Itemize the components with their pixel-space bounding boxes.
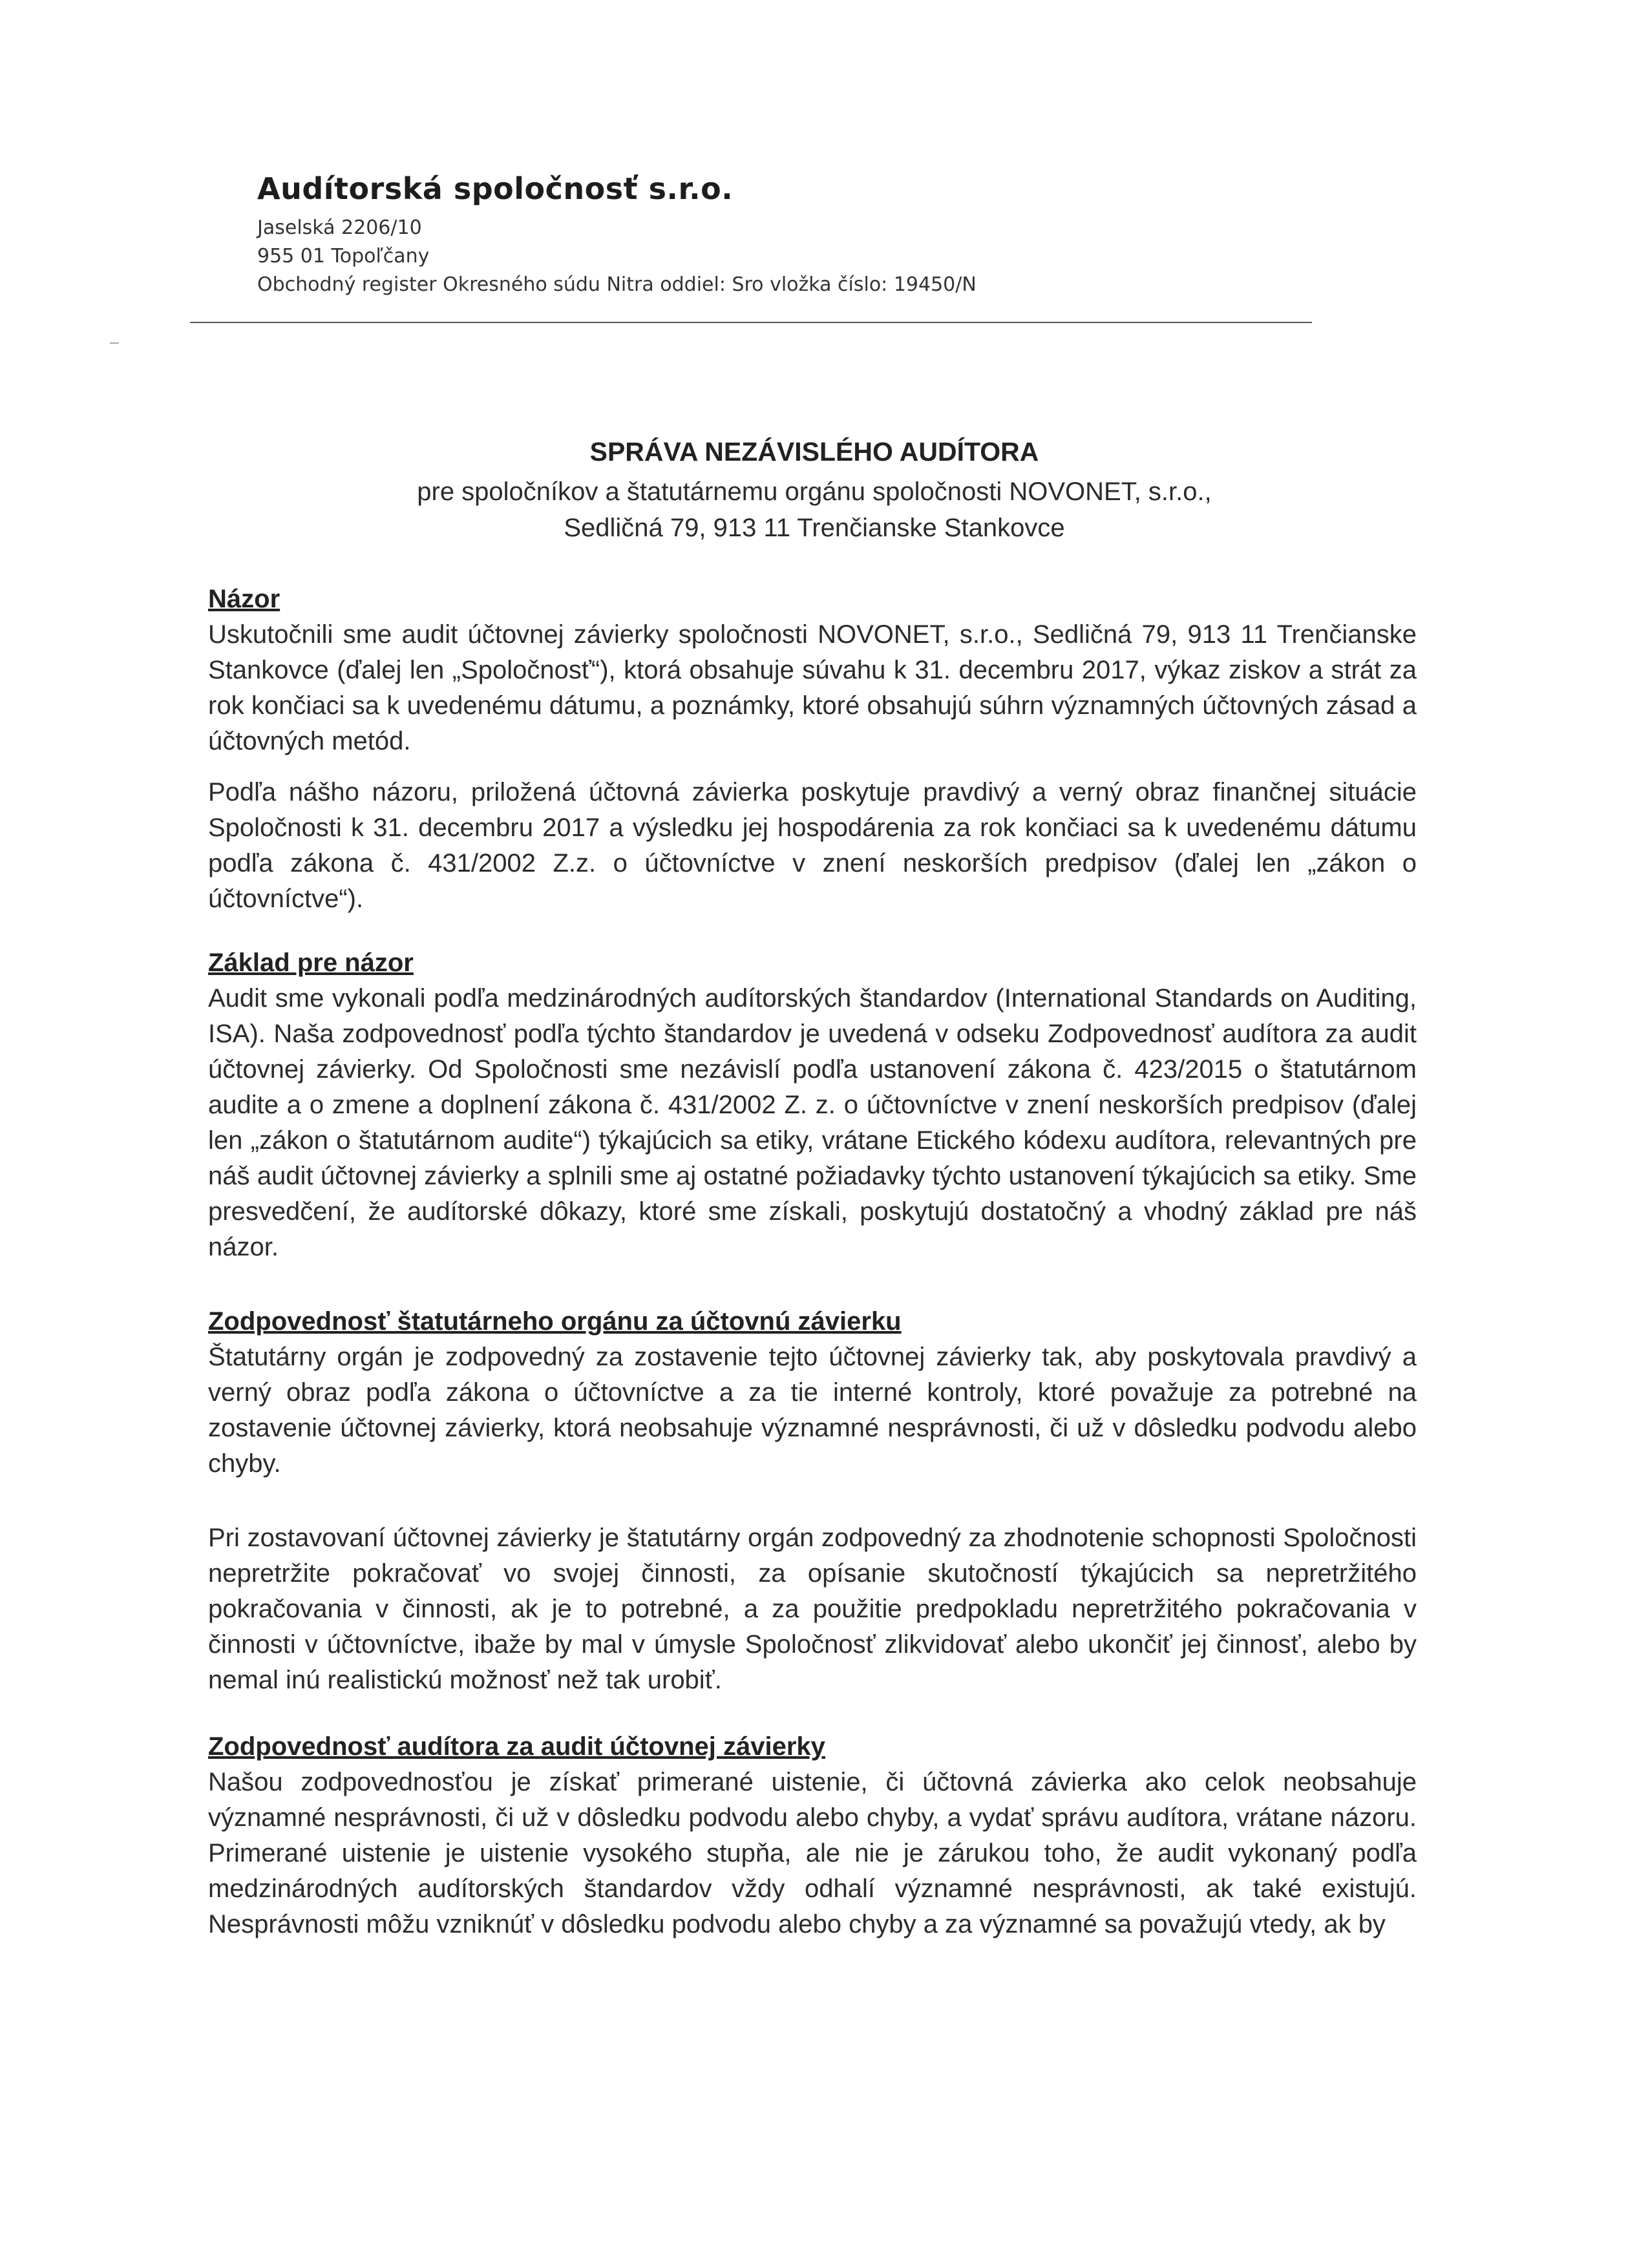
company-street: Jaselská 2206/10 [257, 216, 422, 239]
management-paragraph-1: Štatutárny orgán je zodpovedný za zostavenie tejto účtovnej závierky tak, aby poskytovala pravdivý a verný obraz podľa zákona o účtovníctve a za tie interné kontroly, ktoré považuje za potrebné na zostavenie účtovnej závierky, ktorá neobsahuje významné nesprávnosti, či už v dôsledku podvodu alebo chyby. [208, 1343, 1417, 1478]
opinion-paragraph-2: Podľa nášho názoru, priložená účtovná závierka poskytuje pravdivý a verný obraz finančnej situácie Spoločnosti k 31. decembru 2017 a výsledku jej hospodárenia za rok končiaci sa k uvedenému dátumu podľa zákona č. 431/2002 Z.z. o účtovníctve v znení neskorších predpisov (ďalej len „zákon o účtovníctve“). [208, 778, 1417, 913]
letterhead-divider [190, 322, 1312, 323]
section-heading-management: Zodpovednosť štatutárneho orgánu za účtovnú závierku [208, 1307, 902, 1336]
company-name: Audítorská spoločnosť s.r.o. [257, 171, 734, 206]
company-registry: Obchodný register Okresného súdu Nitra oddiel: Sro vložka číslo: 19450/N [257, 273, 977, 296]
auditor-paragraph-1: Našou zodpovednosťou je získať primerané uistenie, či účtovná závierka ako celok neobsahuje významné nesprávnosti, či už v dôsledku podvodu alebo chyby, a vydať správu audítora, vrátane názoru. Primerané uistenie je uistenie vysokého stupňa, ale nie je zárukou toho, že audit vykonaný podľa medzinárodných audítorských štandardov vždy odhalí významné nesprávnosti, ak také existujú. Nesprávnosti môžu vzniknúť v dôsledku podvodu alebo chyby a za významné sa považujú vtedy, ak by [208, 1768, 1417, 1938]
report-subtitle-line2: Sedličná 79, 913 11 Trenčianske Stankovce [564, 514, 1065, 542]
margin-mark [110, 342, 119, 344]
section-heading-auditor: Zodpovednosť audítora za audit účtovnej závierky [208, 1732, 825, 1761]
report-body [208, 582, 1417, 1942]
opinion-paragraph-1: Uskutočnili sme audit účtovnej závierky spoločnosti NOVONET, s.r.o., Sedličná 79, 913 11 Trenčianske Stankovce (ďalej len „Spoločnosť“), ktorá obsahuje súvahu k 31. decembru 2017, výkaz ziskov a strát za rok končiaci sa k uvedenému dátumu, a poznámky, ktoré obsahujú súhrn významných účtovných zásad a účtovných metód. [208, 620, 1417, 755]
section-heading-basis: Základ pre názor [208, 949, 414, 977]
report-title: SPRÁVA NEZÁVISLÉHO AUDÍTORA [589, 437, 1039, 467]
management-paragraph-2: Pri zostavovaní účtovnej závierky je štatutárny orgán zodpovedný za zhodnotenie schopnosti Spoločnosti nepretržite pokračovať vo svojej činnosti, za opísanie skutočností týkajúcich sa nepretržitého pokračovania v činnosti, ak je to potrebné, a za použitie predpokladu nepretržitého pokračovania v činnosti v účtovníctve, ibaže by mal v úmysle Spoločnosť zlikvidovať alebo ukončiť jej činnosť, alebo by nemal inú realistickú možnosť než tak urobiť. [208, 1524, 1417, 1694]
section-heading-opinion: Názor [208, 585, 280, 613]
report-subtitle-line1: pre spoločníkov a štatutárnemu orgánu spoločnosti NOVONET, s.r.o., [417, 478, 1212, 506]
company-city: 955 01 Topoľčany [257, 245, 430, 268]
basis-paragraph-1: Audit sme vykonali podľa medzinárodných audítorských štandardov (International Standards on Auditing, ISA). Naša zodpovednosť podľa týchto štandardov je uvedená v odseku Zodpovednosť audítora za audit účtovnej závierky. Od Spoločnosti sme nezávislí podľa ustanovení zákona č. 423/2015 o štatutárnom audite a o zmene a doplnení zákona č. 431/2002 Z. z. o účtovníctve v znení neskorších predpisov (ďalej len „zákon o štatutárnom audite“) týkajúcich sa etiky, vrátane Etického kódexu audítora, relevantných pre náš audit účtovnej závierky a splnili sme aj ostatné požiadavky týchto ustanovení týkajúcich sa etiky. Sme presvedčení, že audítorské dôkazy, ktoré sme získali, poskytujú dostatočný a vhodný základ pre náš názor. [208, 984, 1417, 1261]
letterhead [257, 171, 1317, 299]
report-title-block [207, 437, 1422, 546]
